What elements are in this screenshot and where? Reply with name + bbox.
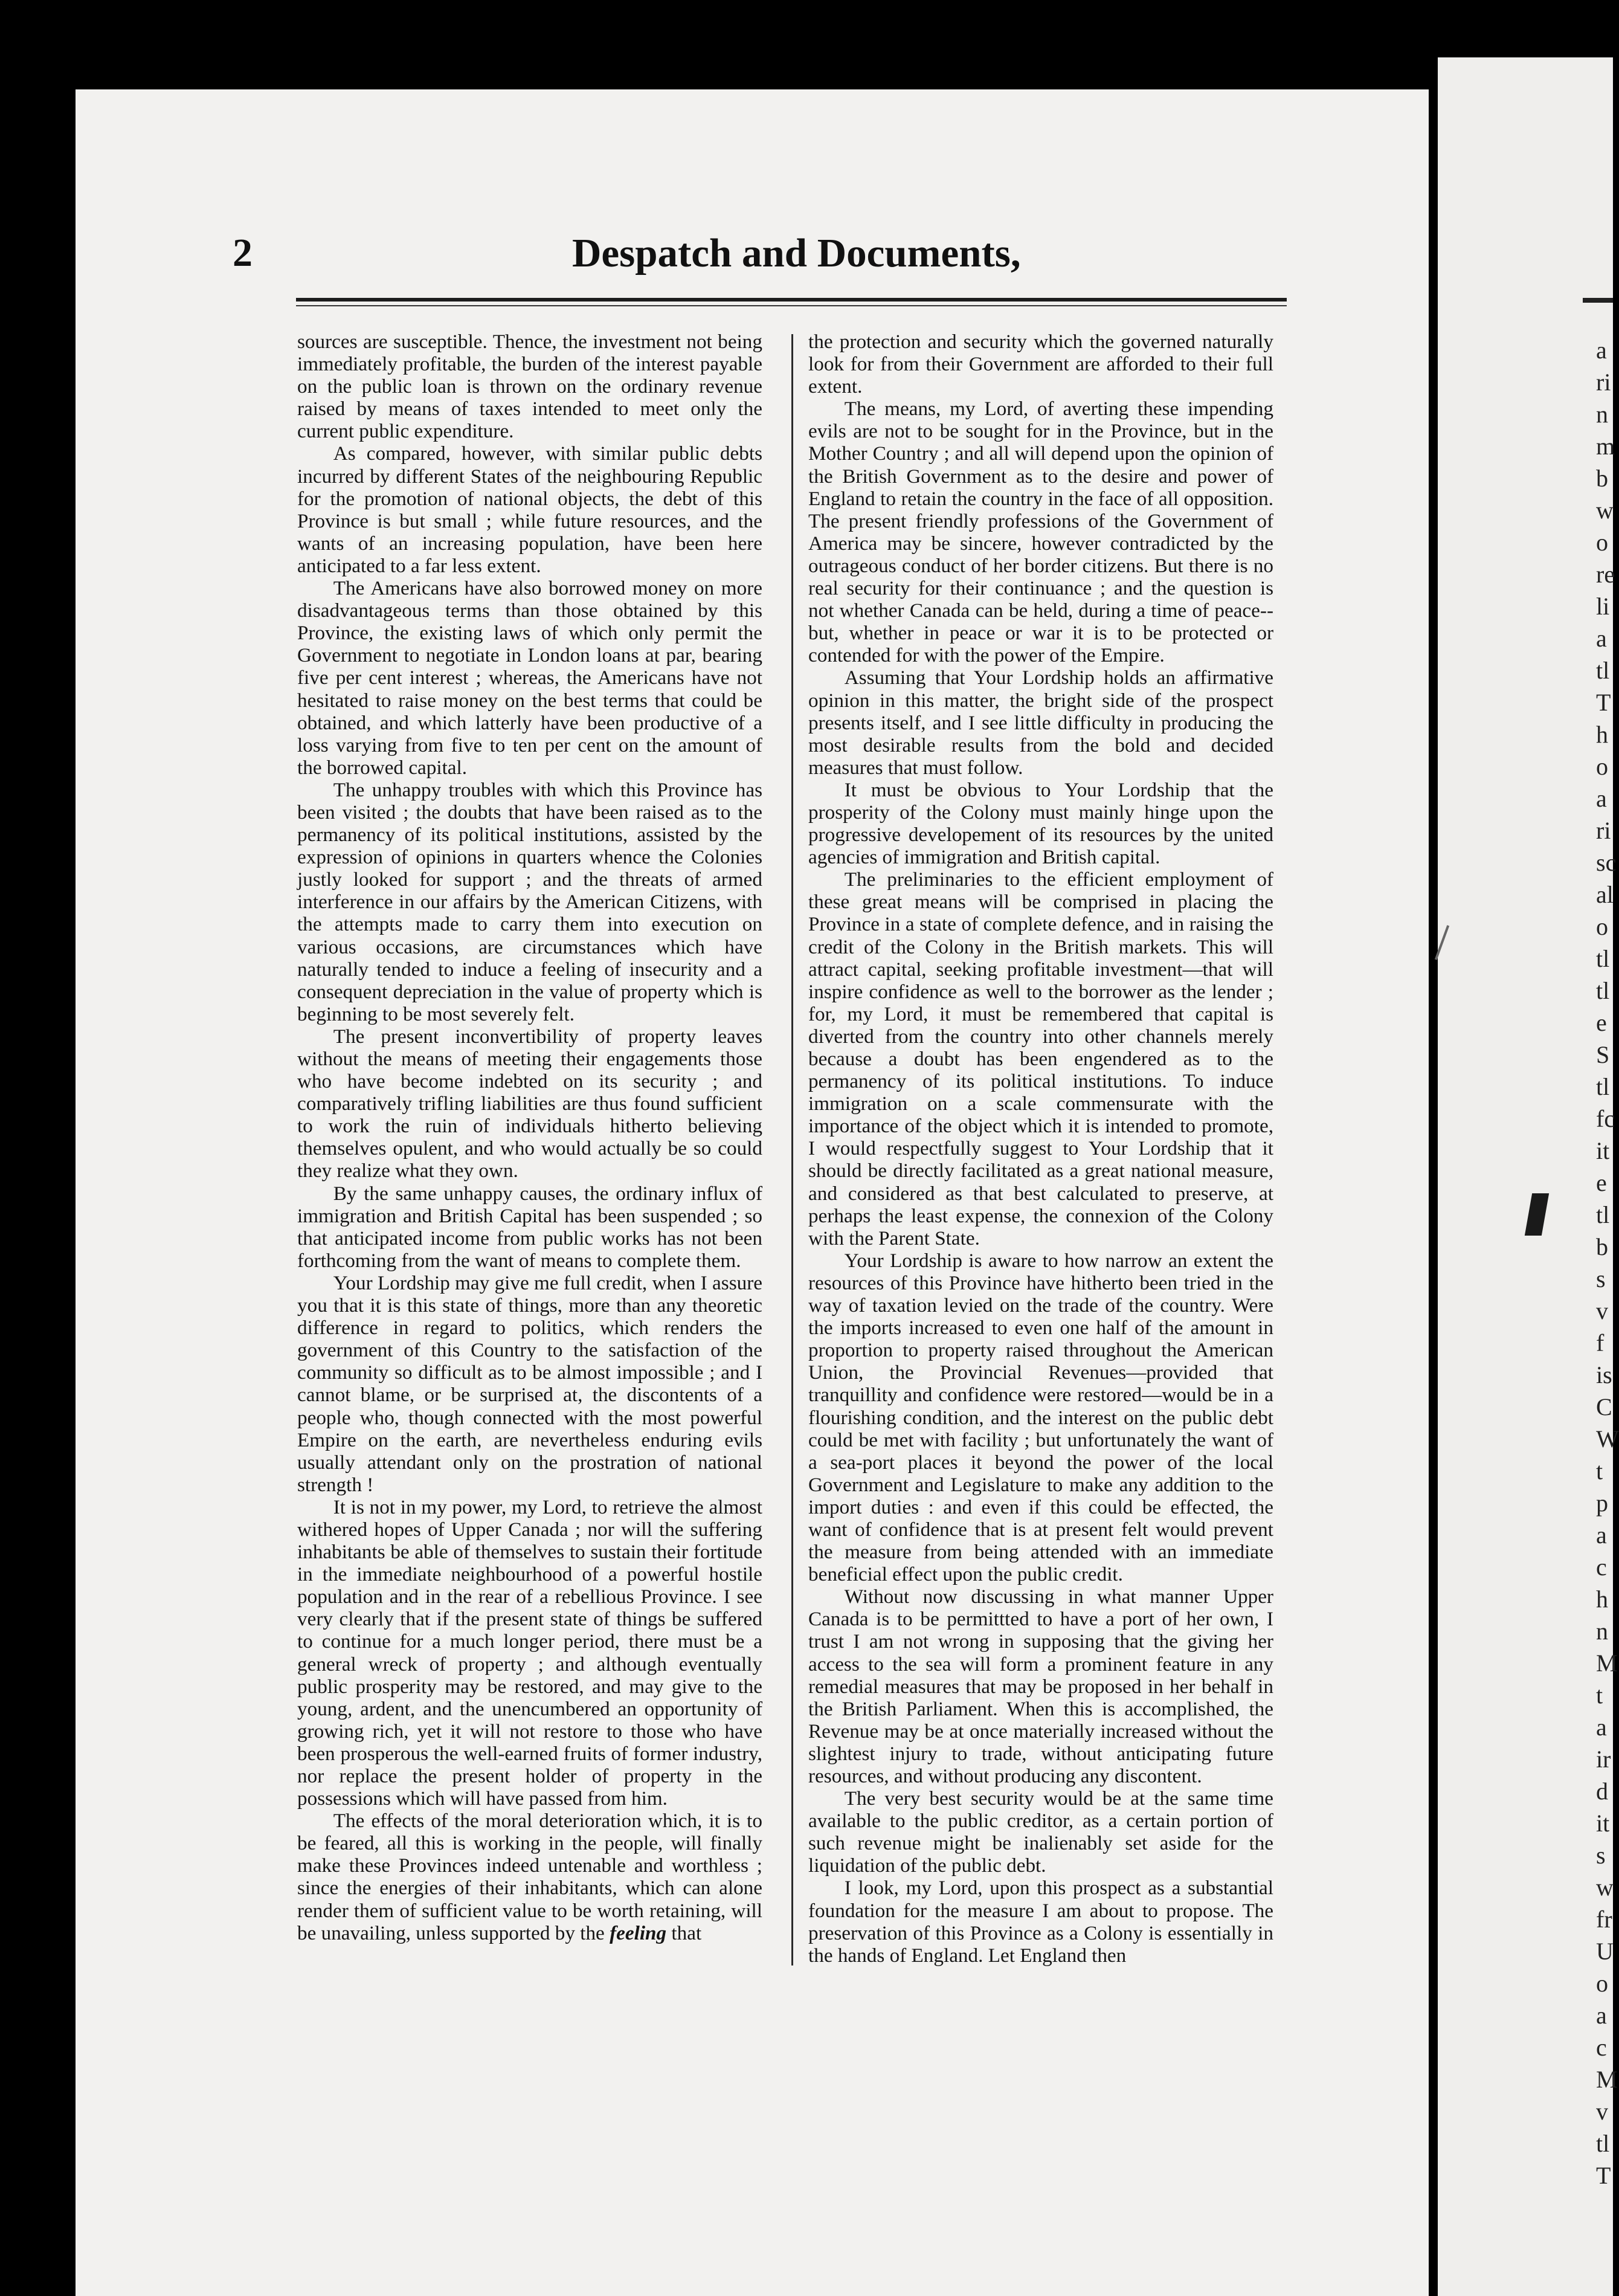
adjacent-page-fragment: tl [1596, 945, 1610, 972]
adjacent-page-fragment: tl [1596, 2130, 1610, 2157]
adjacent-page-fragment: o [1596, 1970, 1608, 1997]
adjacent-page-fragment: w [1596, 1874, 1614, 1901]
adjacent-page-fragment: t [1596, 1457, 1603, 1485]
paragraph: The present inconvertibility of property leaves without the means of meeting their engagements those who have become indebted on its security ; and comparatively trifling liabilities are thus found sufficient to work the ruin of individuals hitherto believing themselves opulent, and who would actually be so could they realize what they own. [297, 1025, 762, 1182]
ink-blot [1525, 1193, 1549, 1236]
adjacent-page-fragment: ri [1596, 817, 1611, 844]
adjacent-page-fragment: f [1596, 1329, 1605, 1356]
column-divider [791, 334, 793, 1965]
adjacent-page-fragment: fc [1596, 1105, 1615, 1132]
paragraph: It must be obvious to Your Lordship that the prosperity of the Colony must mainly hinge upon the progressive developement of its resources by the united agencies of immigration and British capital. [808, 778, 1273, 869]
adjacent-page-fragment: n [1596, 401, 1608, 428]
adjacent-page-fragment: a [1596, 337, 1607, 364]
paragraph: Your Lordship may give me full credit, when I assure you that it is this state of things, more than any theoretic difference in regard to politics, which renders the government of this Country to the satisfaction of the community so difficult as to be almost impossible ; and I cannot blame, or be surprised at, the discontents of a people who, though connected with the most powerful Empire on the earth, are nevertheless enduring evils usually attendant only on the prostration of national strength ! [297, 1271, 762, 1496]
header-rule [296, 298, 1287, 302]
page-number: 2 [233, 231, 253, 275]
adjacent-page-fragment: is [1596, 1361, 1612, 1388]
paragraph: Assuming that Your Lordship holds an affirmative opinion in this matter, the bright side of the prospect presents itself, and I see little difficulty in producing the most desirable results from the bold and decided measures that must follow. [808, 666, 1273, 779]
adjacent-page-fragment: n [1596, 1617, 1608, 1645]
header-rule-thin [296, 305, 1287, 306]
adjacent-page-fragment: ir [1596, 1746, 1611, 1773]
adjacent-page-fragment: v [1596, 1297, 1608, 1324]
adjacent-page-fragment: e [1596, 1169, 1607, 1196]
adjacent-page-fragment: al [1596, 881, 1614, 908]
paragraph: sources are susceptible. Thence, the investment not being immediately profitable, the burden of the interest payable on the public loan is thrown on the ordinary revenue raised by means of taxes intended to meet only the current public expenditure. [297, 331, 762, 443]
adjacent-page-fragment: a [1596, 1714, 1607, 1741]
paragraph: The unhappy troubles with which this Province has been visited ; the doubts that have been raised as to the permanency of its political institutions, assisted by the expression of opinions in quarters whence the Colonies justly looked for support ; and the threats of armed interference in our affairs by the American Citizens, with the attempts made to carry them into execution on various occasions, are circumstances which have naturally tended to induce a feeling of insecurity and a consequent depreciation in the value of property which is beginning to be most severely felt. [297, 778, 762, 1025]
adjacent-page-fragment: M [1596, 1649, 1618, 1677]
adjacent-page-fragment: li [1596, 593, 1610, 620]
adjacent-page-fragment: a [1596, 2002, 1607, 2029]
adjacent-page-fragment: w [1596, 497, 1614, 524]
adjacent-page-fragment: it [1596, 1137, 1610, 1164]
adjacent-page-rule [1583, 298, 1613, 303]
adjacent-page-edge [1438, 57, 1619, 2296]
left-column [297, 331, 762, 1944]
adjacent-page-fragment: tl [1596, 977, 1610, 1004]
paragraph: Your Lordship is aware to how narrow an extent the resources of this Province have hitherto been tried in the way of taxation levied on the trade of the country. Were the imports increased to even one half of the amount in proportion to property raised throughout the American Union, the Provincial Revenues—provided that tranquillity and confidence were restored—would be in a flourishing condition, and the interest on the public debt could be met with facility ; but unfortunately the want of a sea-port places it beyond the power of the local Government and Legislature to make any addition to the import duties : and even if this could be effected, the want of confidence that is at present felt would prevent the measure from being attended with an immediate beneficial effect upon the public credit. [808, 1249, 1273, 1586]
adjacent-page-fragment: tl [1596, 1201, 1610, 1228]
adjacent-page-fragment: o [1596, 753, 1608, 780]
adjacent-page-fragment: re [1596, 561, 1615, 588]
adjacent-page-fragment: a [1596, 625, 1607, 652]
paragraph: the protection and security which the governed naturally look for from their Government are afforded to their full extent. [808, 331, 1273, 398]
paragraph: Without now discussing in what manner Upper Canada is to be permittted to have a port of her own, I trust I am not wrong in supposing that the giving her access to the sea will form a prominent feature in any remedial measures that may be proposed in her behalf in the British Parliament. When this is accomplished, the Revenue may be at once materially increased without the slightest injury to trade, without anticipating future resources, and without producing any discontent. [808, 1585, 1273, 1787]
adjacent-page-fragment: v [1596, 2098, 1608, 2125]
adjacent-page-fragment: tl [1596, 1073, 1610, 1100]
adjacent-page-fragment: s [1596, 1265, 1606, 1292]
adjacent-page-fragment: c [1596, 2034, 1607, 2061]
adjacent-page-fragment: it [1596, 1810, 1610, 1837]
paragraph: I look, my Lord, upon this prospect as a substantial foundation for the measure I am about to propose. The preservation of this Province as a Colony is essentially in the hands of England. Let England then [808, 1877, 1273, 1967]
adjacent-page-fragment: U [1596, 1938, 1614, 1965]
paragraph: It is not in my power, my Lord, to retrieve the almost withered hopes of Upper Canada ; nor will the suffering inhabitants be able of themselves to sustain their fortitude in the immediate neighbourhood of a powerful hostile population and in the rear of a rebellious Province. I see very clearly that if the present state of things be suffered to continue for a much longer period, there must be a general wreck of property ; and although eventually public prosperity may be restored, and may give to the young, ardent, and the unencumbered an opportunity of growing rich, yet it will not restore to those who have been prosperous the well-earned fruits of former industry, nor replace the present holder of property in the possessions which will have passed from him. [297, 1495, 762, 1810]
paragraph: The means, my Lord, of averting these impending evils are not to be sought for in the Province, but in the Mother Country ; and all will depend upon the opinion of the British Government as to the desire and power of England to retain the country in the face of all opposition. The present friendly professions of the Government of America may be sincere, however contradicted by the outrageous conduct of her border citizens. But there is no real security for their continuance ; and the question is not whether Canada can be held, during a time of peace--but, whether in peace or war it is to be protected or contended for with the power of the Empire. [808, 398, 1273, 667]
adjacent-page-fragment: m [1596, 433, 1615, 460]
adjacent-page-fragment: o [1596, 913, 1608, 940]
adjacent-page-fragment: c [1596, 1553, 1607, 1581]
paragraph: By the same unhappy causes, the ordinary influx of immigration and British Capital has been suspended ; so that anticipated income from public works has not been forthcoming from the want of means to complete them. [297, 1182, 762, 1272]
adjacent-page-fragment: sc [1596, 849, 1617, 876]
paragraph: As compared, however, with similar public debts incurred by different States of the neighbouring Republic for the promotion of national objects, the debt of this Province is but small ; while future resources, and the wants of an increasing population, have been here anticipated to a far less extent. [297, 442, 762, 577]
adjacent-page-fragment: e [1596, 1009, 1607, 1036]
adjacent-page-fragment: C [1596, 1393, 1612, 1420]
adjacent-page-fragment: s [1596, 1842, 1606, 1869]
adjacent-page-fragment: fr [1596, 1906, 1612, 1933]
paragraph: The preliminaries to the efficient employment of these great means will be comprised in placing the Province in a state of complete defence, and in raising the credit of the Colony in the British markets. This will attract capital, seeking profitable investment—that will inspire confidence as well to the borrower as the lender ; for, my Lord, it must be remembered that capital is diverted from the country into other channels merely because a doubt has been engendered as to the permanency of its political institutions. To induce immigration on a scale commensurate with the importance of the object which it is intended to promote, I would respectfully suggest to Your Lordship that it should be directly facilitated as a great national measure, and considered as that best calculated to preserve, at perhaps the least expense, the connexion of the Colony with the Parent State. [808, 868, 1273, 1250]
adjacent-page-fragment: a [1596, 785, 1607, 812]
running-head: Despatch and Documents, [572, 231, 1021, 276]
right-column [808, 331, 1273, 1967]
adjacent-page-fragment: T [1596, 2162, 1611, 2189]
italic-word: feeling [610, 1921, 667, 1944]
adjacent-page-fragment: S [1596, 1041, 1610, 1068]
adjacent-page-fragment: o [1596, 529, 1608, 556]
adjacent-page-fragment: M [1596, 2066, 1618, 2093]
adjacent-page-fragment: W [1596, 1425, 1619, 1453]
paragraph-last [297, 1810, 762, 1944]
adjacent-page-fragment: ri [1596, 369, 1611, 396]
paragraph: The Americans have also borrowed money on more disadvantageous terms than those obtained by this Province, the existing laws of which only permit the Government to negotiate in London loans at par, bearing five per cent interest ; whereas, the Americans have not hesitated to raise money on the best terms that could be obtained, and which latterly have been productive of a loss varying from five to ten per cent on the amount of the borrowed capital. [297, 577, 762, 779]
adjacent-page-fragment: T [1596, 689, 1611, 716]
paragraph-tail: that [666, 1921, 702, 1944]
adjacent-page-fragment: t [1596, 1682, 1603, 1709]
adjacent-page-fragment: h [1596, 1585, 1608, 1613]
paragraph: The very best security would be at the same time available to the public creditor, as a certain portion of such revenue might be inalienably set aside for the liquidation of the public debt. [808, 1787, 1273, 1877]
adjacent-page-fragment: tl [1596, 657, 1610, 684]
adjacent-page-fragment: b [1596, 1233, 1608, 1260]
paragraph-text: The effects of the moral deterioration which, it is to be feared, all this is working in the people, will finally make these Provinces indeed untenable and worthless ; since the energies of their inhabitants, which can alone render them of sufficient value to be worth retaining, will be unavailing, unless supported by the [297, 1810, 762, 1944]
adjacent-page-fragment: a [1596, 1521, 1607, 1549]
adjacent-page-fragment: p [1596, 1489, 1608, 1517]
adjacent-page-fragment: d [1596, 1778, 1608, 1805]
adjacent-page-fragment: b [1596, 465, 1608, 492]
adjacent-page-fragment: h [1596, 721, 1608, 748]
